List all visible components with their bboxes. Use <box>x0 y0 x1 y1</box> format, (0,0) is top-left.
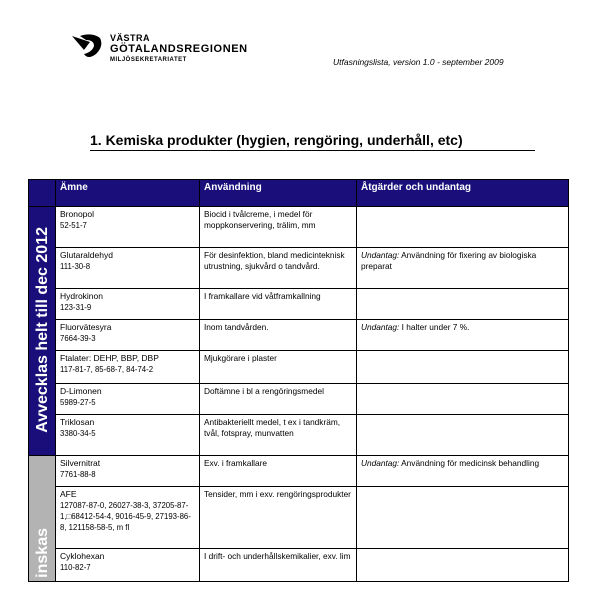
action-cell <box>357 207 569 248</box>
usage-cell: För desinfektion, bland medicinteknisk utrustning, sjukvård o tandvård. <box>200 248 357 289</box>
substance-cell <box>56 320 200 351</box>
cas-number: 127087-87-0, 26027-38-3, 37205-87-1,□68412-54-4, 9016-45-9, 27193-86-8, 121158-58-5, m fl <box>60 501 191 532</box>
usage-cell: Doftämne i bl a rengöringsmedel <box>200 384 357 415</box>
substance-cell <box>56 248 200 289</box>
cas-number: 7664-39-3 <box>60 334 96 343</box>
substance-name: Triklosan <box>60 417 95 427</box>
substance-name: D-Limonen <box>60 386 102 396</box>
usage-cell: Biocid i tvålcreme, i medel för moppkonservering, trälim, mm <box>200 207 357 248</box>
group-label-phaseout: Avvecklas helt till dec 2012 <box>29 207 56 456</box>
substance-cell <box>56 549 200 582</box>
column-header: Användning <box>200 180 357 207</box>
cas-number: 110-82-7 <box>60 563 91 572</box>
group-label-reduce: inskas <box>29 456 56 582</box>
action-cell: Undantag: Användning för medicinsk behandling <box>357 456 569 487</box>
table-row <box>29 207 569 248</box>
heading-rule <box>90 150 535 151</box>
substance-name: Cyklohexan <box>60 551 105 561</box>
vgr-logo-icon <box>70 32 106 62</box>
substance-name: Hydrokinon <box>60 291 103 301</box>
table-row <box>29 487 569 549</box>
org-name-line3: MILJÖSEKRETARIATET <box>110 57 187 63</box>
substance-name: Glutaraldehyd <box>60 250 113 260</box>
table-row <box>29 289 569 320</box>
column-header: Ämne <box>56 180 200 207</box>
table-row <box>29 456 569 487</box>
substance-cell <box>56 289 200 320</box>
action-cell <box>357 384 569 415</box>
cas-number: 111-30-8 <box>60 262 91 271</box>
org-name-line1: VÄSTRA <box>110 33 151 43</box>
table-row <box>29 351 569 384</box>
substance-cell <box>56 207 200 248</box>
substance-cell <box>56 415 200 456</box>
action-cell <box>357 549 569 582</box>
substance-name: Silvernitrat <box>60 458 101 468</box>
org-name-line2: GÖTALANDSREGIONEN <box>110 43 248 55</box>
substance-name: Ftalater: DEHP, BBP, DBP <box>60 353 159 363</box>
cas-number: 3380-34-5 <box>60 429 96 438</box>
action-cell: Undantag: Användning för fixering av biologiska preparat <box>357 248 569 289</box>
usage-cell: Mjukgörare i plaster <box>200 351 357 384</box>
substance-cell <box>56 487 200 549</box>
table-row <box>29 384 569 415</box>
usage-cell: Tensider, mm i exv. rengöringsprodukter <box>200 487 357 549</box>
substance-cell <box>56 384 200 415</box>
cas-number: 123-31-9 <box>60 303 92 312</box>
chemical-table <box>28 179 569 582</box>
action-cell <box>357 351 569 384</box>
org-logo <box>70 32 250 72</box>
action-cell: Undantag: I halter under 7 %. <box>357 320 569 351</box>
table-header-row <box>29 180 569 207</box>
usage-cell: I framkallare vid våtframkallning <box>200 289 357 320</box>
cas-number: 5989-27-5 <box>60 398 96 407</box>
substance-cell <box>56 351 200 384</box>
action-cell <box>357 415 569 456</box>
usage-cell: Exv. i framkallare <box>200 456 357 487</box>
table-row <box>29 320 569 351</box>
usage-cell: I drift- och underhållskemikalier, exv. lim <box>200 549 357 582</box>
action-cell <box>357 289 569 320</box>
cas-number: 117-81-7, 85-68-7, 84-74-2 <box>60 365 154 374</box>
section-title: 1. Kemiska produkter (hygien, rengöring, underhåll, etc) <box>90 132 463 148</box>
substance-name: AFE <box>60 489 77 499</box>
usage-cell: Antibakteriellt medel, t ex i tandkräm, tvål, fotspray, munvatten <box>200 415 357 456</box>
doc-version: Utfasningslista, version 1.0 - september 2009 <box>333 57 504 67</box>
cas-number: 7761-88-8 <box>60 470 96 479</box>
substance-name: Bronopol <box>60 209 95 219</box>
header-corner <box>29 180 56 207</box>
usage-cell: Inom tandvården. <box>200 320 357 351</box>
substance-name: Fluorvätesyra <box>60 322 112 332</box>
table-row <box>29 248 569 289</box>
action-cell <box>357 487 569 549</box>
substance-cell <box>56 456 200 487</box>
cas-number: 52-51-7 <box>60 221 87 230</box>
table-row <box>29 549 569 582</box>
table-row <box>29 415 569 456</box>
column-header: Åtgärder och undantag <box>357 180 569 207</box>
